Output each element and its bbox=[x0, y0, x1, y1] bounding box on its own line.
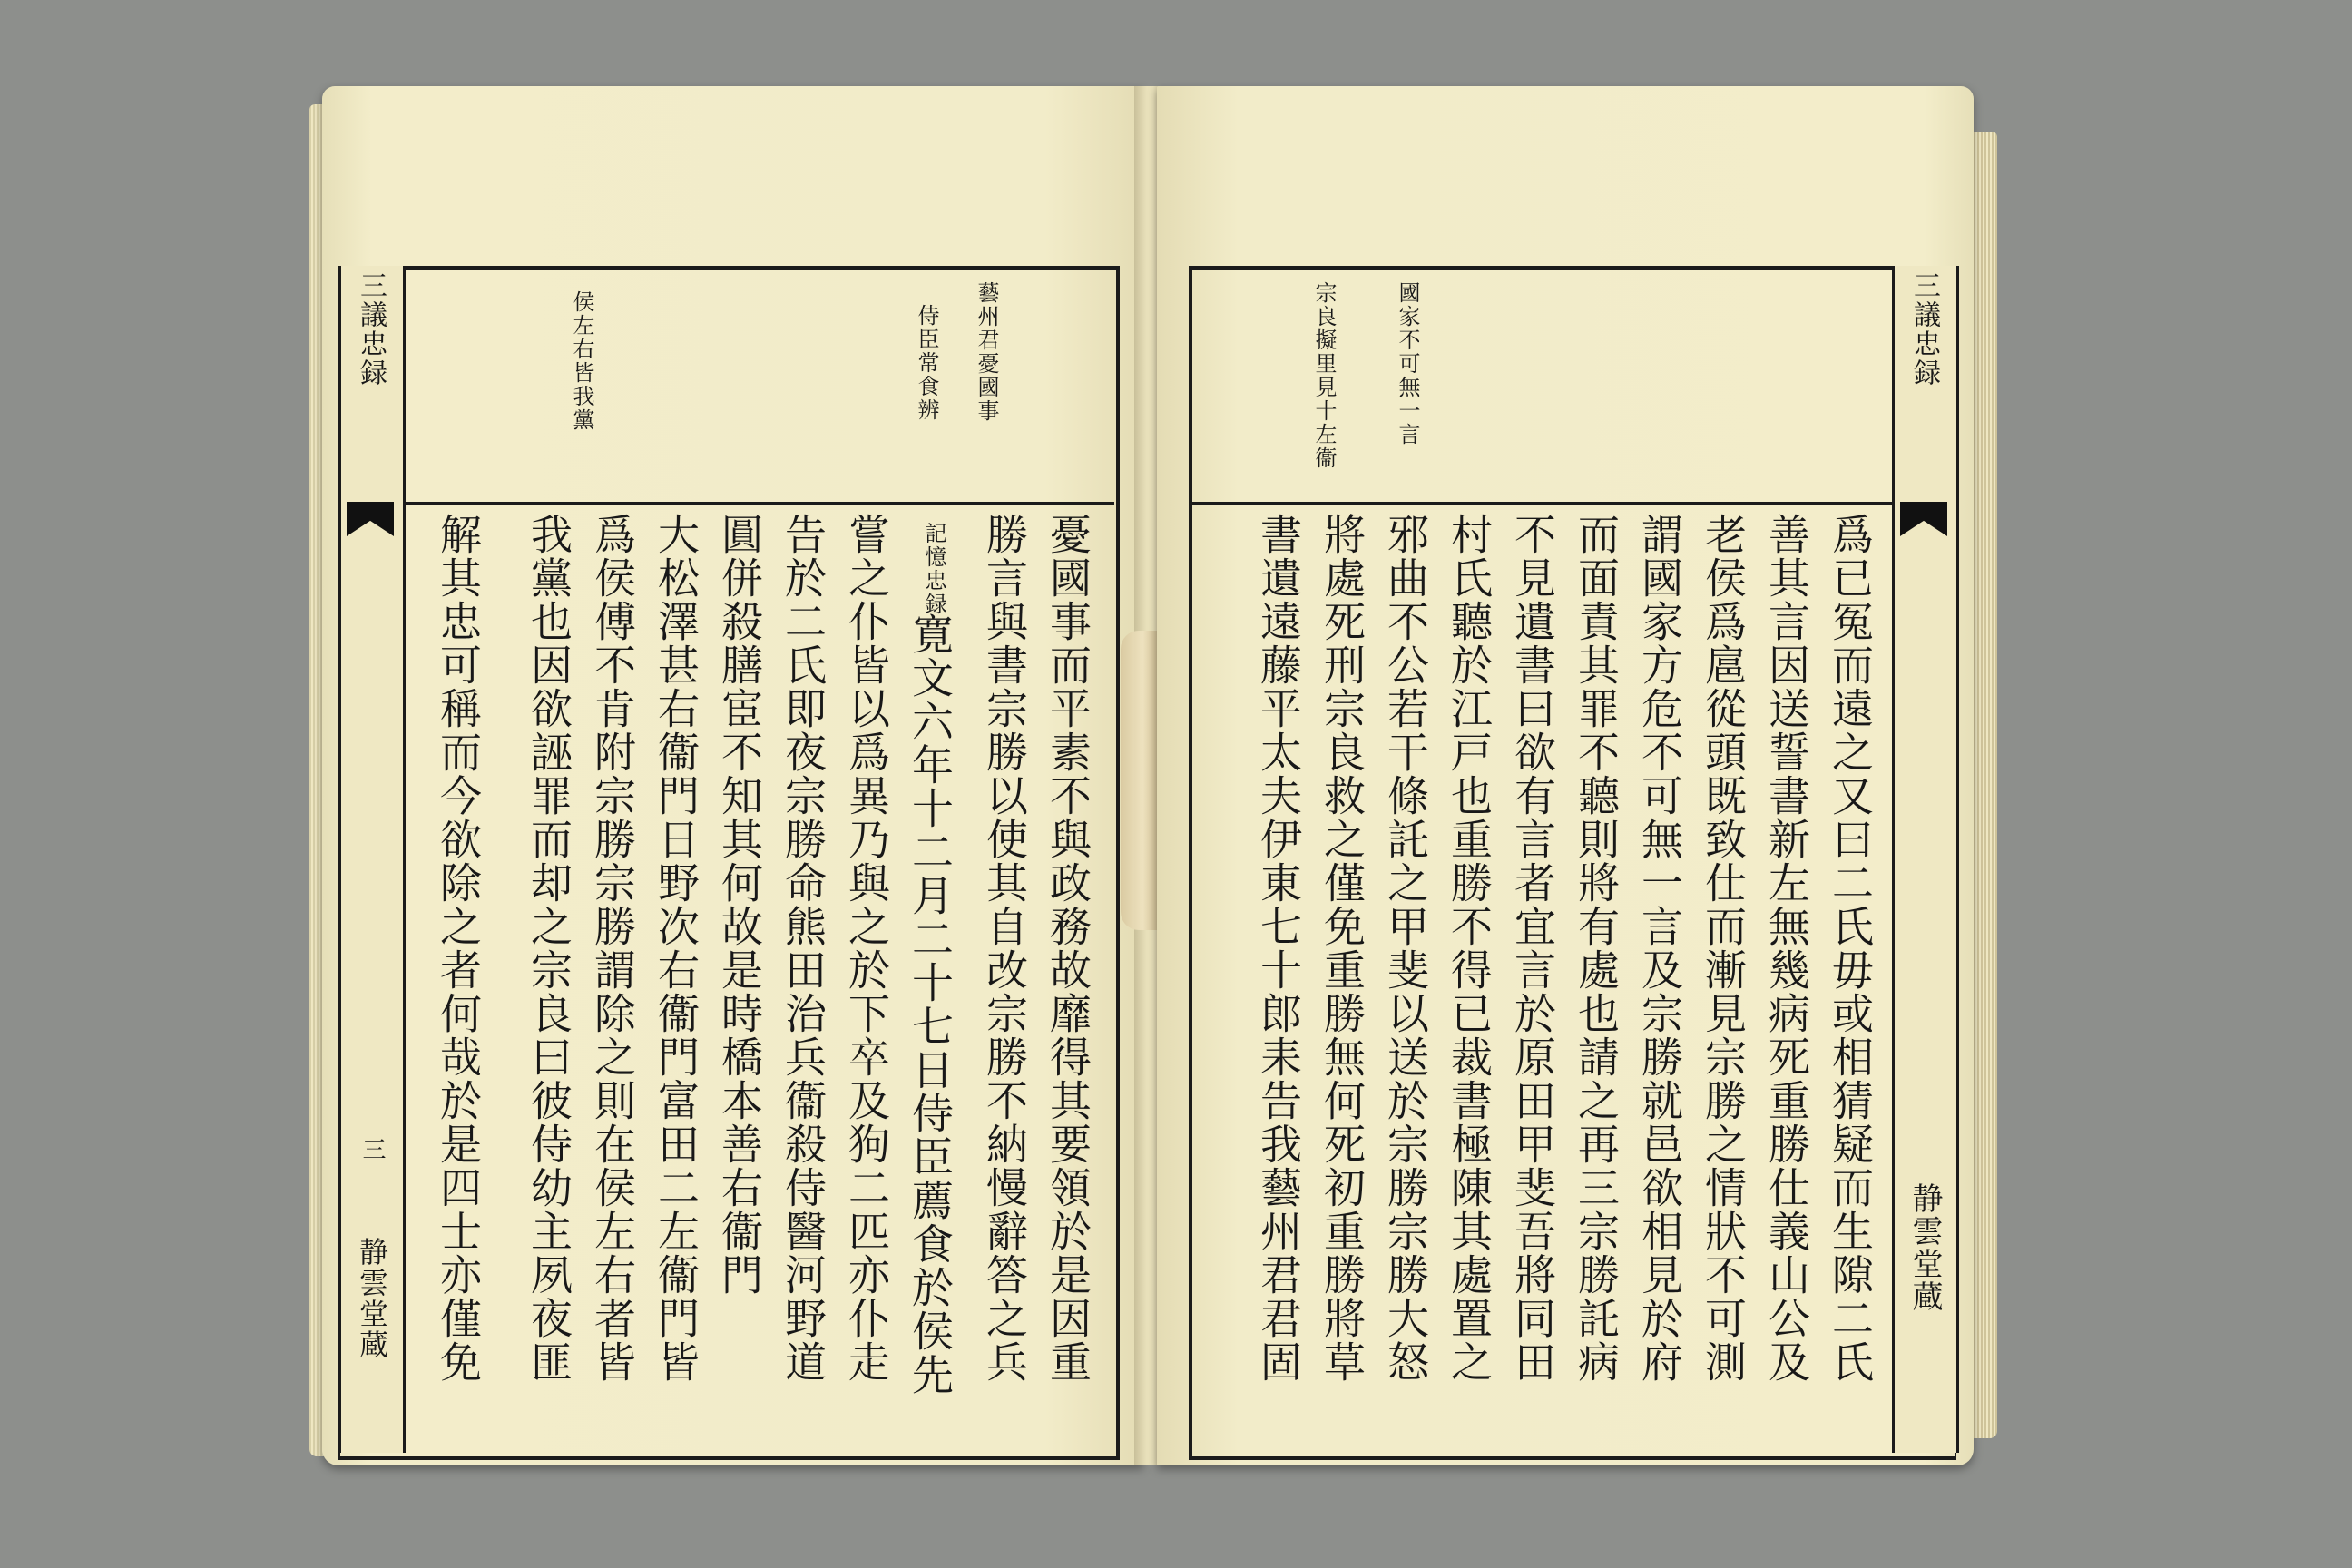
right-headnote-1: 國家不可無一言 bbox=[1395, 281, 1420, 446]
left-column-1: 憂國事而平素不與政務故靡得其要領於是因重 bbox=[1044, 513, 1093, 1384]
right-column-1: 爲已冤而遠之又曰二氏毋或相猜疑而生隙二氏 bbox=[1826, 513, 1875, 1384]
left-column-2: 勝言與書宗勝以使其自改宗勝不納慢辭答之兵 bbox=[980, 513, 1029, 1384]
left-column-3: 寛文六年十二月二十七日侍臣薦食於侯先 bbox=[906, 612, 955, 1396]
right-center-bottom-label: 静雲堂蔵 bbox=[1906, 1182, 1943, 1313]
left-column-10: 解其忠可稱而今欲除之者何哉於是四士亦僅免 bbox=[434, 513, 483, 1384]
left-folio-number: 三 bbox=[358, 1137, 386, 1162]
page-stack-right-edge bbox=[1972, 132, 1997, 1438]
right-headnote-2: 宗良擬里見十左衞 bbox=[1311, 281, 1337, 470]
right-column-4: 謂國家方危不可無一言及宗勝就邑欲相見於府 bbox=[1635, 513, 1684, 1384]
right-column-2: 善其言因送誓書新左無幾病死重勝仕義山公及 bbox=[1762, 513, 1811, 1384]
left-center-title: 三議忠録 bbox=[355, 271, 387, 387]
left-center-band bbox=[338, 266, 406, 1453]
left-column-8: 爲侯傅不肯附宗勝宗勝謂除之則在侯左右者皆 bbox=[588, 513, 637, 1384]
left-headnote-rule bbox=[340, 502, 1114, 505]
left-headnote-2: 侍臣常食辨 bbox=[914, 304, 939, 422]
left-page bbox=[322, 86, 1143, 1465]
left-inline-note-1: 記憶忠録 bbox=[921, 522, 946, 616]
left-column-4: 嘗之仆皆以爲異乃與之於下卒及狗二匹亦仆走 bbox=[842, 513, 891, 1384]
right-column-5: 而面責其罪不聽則將有處也請之再三宗勝託病 bbox=[1572, 513, 1621, 1384]
left-column-7: 大松澤甚右衞門日野次右衞門富田二左衞門皆 bbox=[652, 513, 701, 1384]
left-headnote-3: 侯左右皆我黨 bbox=[569, 290, 594, 432]
left-column-9: 我黨也因欲誣罪而却之宗良曰彼侍幼主夙夜匪 bbox=[524, 513, 573, 1384]
right-column-6: 不見遺書曰欲有言者宜言於原田甲斐吾將同田 bbox=[1508, 513, 1557, 1384]
right-column-8: 邪曲不公若干條託之甲斐以送於宗勝宗勝大怒 bbox=[1381, 513, 1430, 1384]
left-column-5: 告於二氏即夜宗勝命熊田治兵衞殺侍醫河野道 bbox=[779, 513, 828, 1384]
right-center-band bbox=[1892, 266, 1959, 1453]
left-center-bottom-label: 静雲堂蔵 bbox=[355, 1237, 389, 1360]
open-book bbox=[322, 86, 2001, 1465]
left-headnote-1: 藝州君憂國事 bbox=[974, 281, 999, 423]
right-column-9: 將處死刑宗良救之僅免重勝無何死初重勝將草 bbox=[1318, 513, 1367, 1384]
right-column-7: 村氏聽於江戸也重勝不得已裁書極陳其處置之 bbox=[1445, 513, 1494, 1384]
fishtail-mark bbox=[347, 502, 394, 536]
fishtail-mark-right bbox=[1900, 502, 1947, 536]
right-headnote-rule bbox=[1191, 502, 1894, 505]
right-column-10: 書遺遠藤平太夫伊東七十郎耒告我藝州君君固 bbox=[1254, 513, 1303, 1384]
right-page bbox=[1157, 86, 1974, 1465]
left-column-6: 圓併殺膳宦不知其何故是時橋本善右衞門 bbox=[715, 513, 764, 1297]
right-column-3: 老侯爲扈從頭既致仕而漸見宗勝之情狀不可測 bbox=[1699, 513, 1748, 1384]
right-center-title: 三議忠録 bbox=[1908, 271, 1940, 387]
